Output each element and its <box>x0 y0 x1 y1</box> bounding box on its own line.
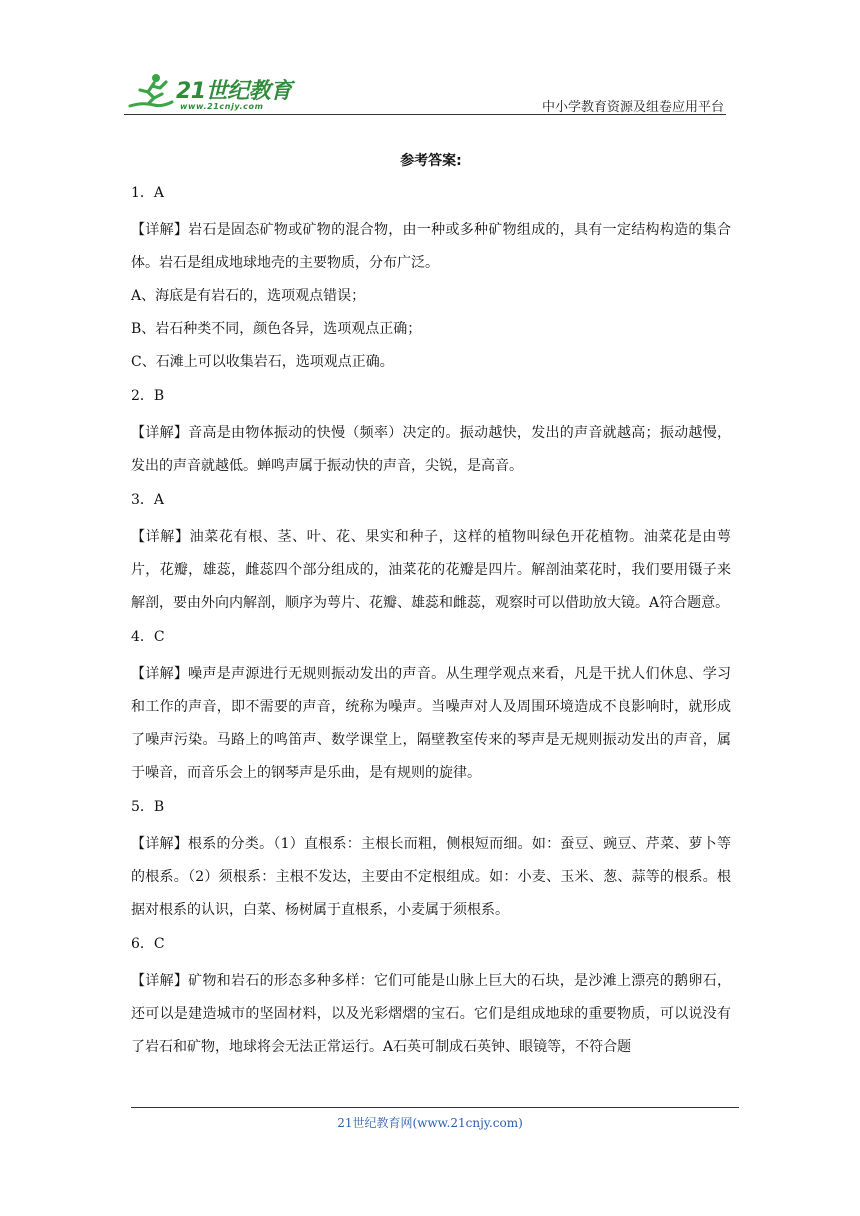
answer-explanation: 【详解】岩石是固态矿物或矿物的混合物，由一种或多种矿物组成的，具有一定结构构造的集合体。岩石是组成地球地壳的主要物质，分布广泛。 <box>131 222 731 271</box>
header-divider <box>124 114 726 115</box>
answer-item-6 <box>131 933 731 1064</box>
answer-option-line: C、石滩上可以收集岩石，选项观点正确。 <box>131 354 394 370</box>
answer-content <box>131 150 731 1064</box>
site-logo <box>124 68 294 116</box>
answer-number: 5．B <box>131 799 165 815</box>
answer-explanation: 【详解】油菜花有根、茎、叶、花、果实和种子，这样的植物叫绿色开花植物。油菜花是由萼片，花瓣，雄蕊，雌蕊四个部分组成的，油菜花的花瓣是四片。解剖油菜花时，我们要用镊子来解剖，要由外向内解剖，顺序为萼片、花瓣、雄蕊和雌蕊，观察时可以借助放大镜。A符合题意。 <box>131 529 731 611</box>
answer-item-5 <box>131 796 731 927</box>
answer-option-line: A、海底是有岩石的，选项观点错误； <box>131 288 366 304</box>
answer-number: 1．A <box>131 185 165 201</box>
answer-number: 2．B <box>131 388 165 404</box>
answer-explanation: 【详解】矿物和岩石的形态多种多样：它们可能是山脉上巨大的石块，是沙滩上漂亮的鹅卵石，还可以是建造城市的坚固材料，以及光彩熠熠的宝石。它们是组成地球的重要物质，可以说没有了岩石和矿物，地球将会无法正常运行。A石英可制成石英钟、眼镜等，不符合题 <box>131 973 731 1055</box>
answer-item-4 <box>131 626 731 790</box>
answer-explanation: 【详解】音高是由物体振动的快慢（频率）决定的。振动越快，发出的声音就越高；振动越慢，发出的声音就越低。蝉鸣声属于振动快的声音，尖锐，是高音。 <box>131 425 731 474</box>
answer-number: 4．C <box>131 629 165 645</box>
page-header <box>124 68 726 116</box>
footer-text: 21世纪教育网(www.21cnjy.com) <box>337 1116 523 1130</box>
footer-divider <box>131 1107 739 1108</box>
logo-url: www.21cnjy.com <box>180 102 264 111</box>
runner-logo-icon <box>128 72 174 112</box>
page-title: 参考答案: <box>400 153 462 169</box>
answer-explanation: 【详解】噪声是声源进行无规则振动发出的声音。从生理学观点来看，凡是干扰人们休息、学习和工作的声音，即不需要的声音，统称为噪声。当噪声对人及周围环境造成不良影响时，就形成了噪声污染。马路上的鸣笛声、数学课堂上，隔壁教室传来的琴声是无规则振动发出的声音，属于噪音，而音乐会上的钢琴声是乐曲，是有规则的旋律。 <box>131 666 731 781</box>
answer-item-1 <box>131 182 731 379</box>
answer-explanation: 【详解】根系的分类。（1）直根系：主根长而粗，侧根短而细。如：蚕豆、豌豆、芹菜、萝卜等的根系。（2）须根系：主根不发达，主要由不定根组成。如：小麦、玉米、葱、蒜等的根系。根据对根系的认识，白菜、杨树属于直根系，小麦属于须根系。 <box>131 836 731 918</box>
logo-text: 21世纪教育 <box>176 79 292 104</box>
answer-number: 3．A <box>131 492 165 508</box>
platform-label: 中小学教育资源及组卷应用平台 <box>541 100 724 115</box>
answer-item-3 <box>131 489 731 620</box>
answer-item-2 <box>131 385 731 483</box>
answer-option-line: B、岩石种类不同，颜色各异，选项观点正确； <box>131 321 422 337</box>
answer-number: 6．C <box>131 936 165 952</box>
